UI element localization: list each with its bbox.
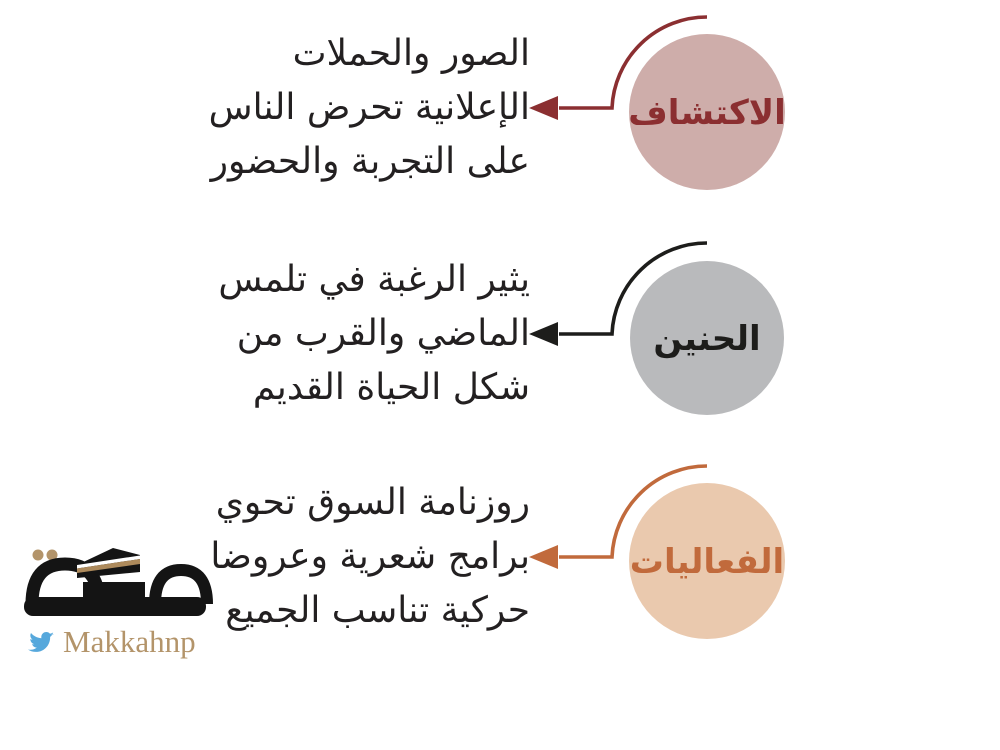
description-line: روزنامة السوق تحوي bbox=[215, 482, 530, 523]
section-nostalgia-graphic bbox=[515, 238, 795, 438]
description-events bbox=[210, 476, 530, 638]
section-events-graphic bbox=[515, 461, 795, 661]
logo-footer bbox=[25, 622, 225, 662]
description-line: شكل الحياة القديم bbox=[252, 367, 530, 408]
arrowhead-icon bbox=[529, 322, 558, 346]
description-line: الماضي والقرب من bbox=[236, 313, 530, 354]
twitter-handle: Makkahnp bbox=[63, 624, 196, 659]
category-label-discovery: الاكتشاف bbox=[628, 93, 786, 133]
category-label-nostalgia: الحنين bbox=[653, 319, 761, 359]
logo-dot bbox=[33, 550, 44, 561]
description-nostalgia bbox=[218, 253, 530, 415]
arrowhead-icon bbox=[529, 545, 558, 569]
description-line: الصور والحملات bbox=[292, 33, 530, 74]
makkah-calligraphy-logo bbox=[15, 538, 215, 623]
twitter-bird-icon bbox=[25, 629, 57, 656]
description-line: الإعلانية تحرض الناس bbox=[208, 87, 530, 128]
logo-kaaba-base bbox=[83, 582, 145, 604]
category-label-events: الفعاليات bbox=[629, 542, 785, 582]
description-line: على التجربة والحضور bbox=[210, 141, 530, 182]
description-line: حركية تناسب الجميع bbox=[225, 590, 530, 631]
arrowhead-icon bbox=[529, 96, 558, 120]
description-discovery bbox=[209, 27, 530, 189]
makkah-logo bbox=[15, 538, 225, 668]
description-line: برامج شعرية وعروضا bbox=[210, 536, 530, 577]
section-discovery-graphic bbox=[515, 12, 795, 212]
description-line: يثير الرغبة في تلمس bbox=[218, 259, 530, 300]
